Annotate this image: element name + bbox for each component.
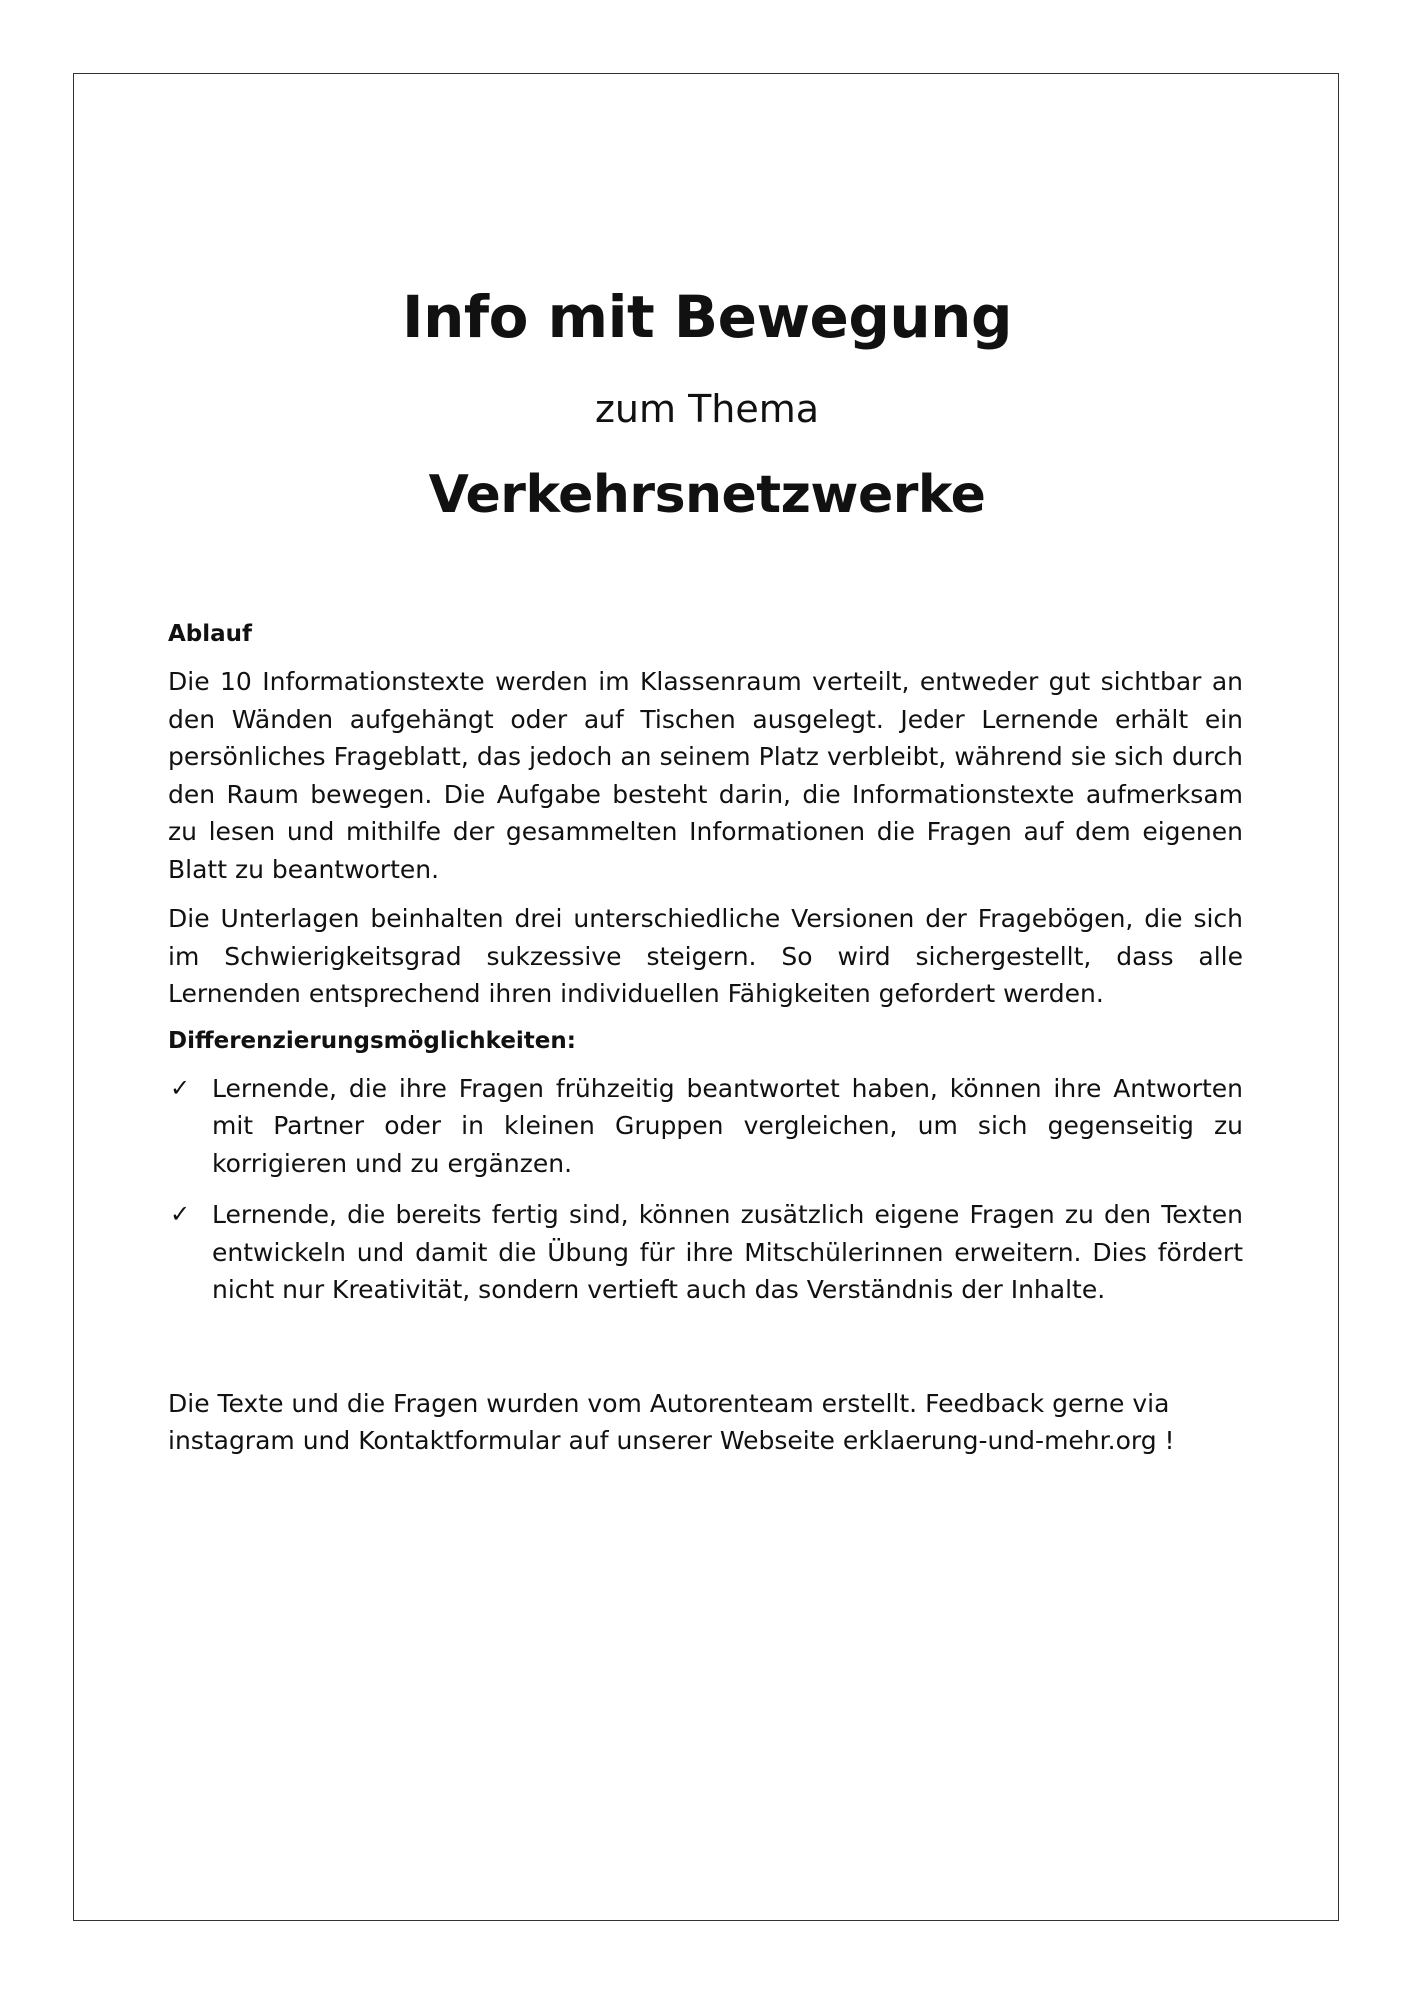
- document-title: Info mit Bewegung: [402, 283, 1012, 351]
- list-item-text: Lernende, die bereits fertig sind, können zusätzlich eigene Fragen zu den Texten entwickeln und damit die Übung für ihre Mitschülerinnen erweitern. Dies fördert nicht nur Kreativität, sondern vertieft auch das Verständnis der Inhalte.: [212, 1200, 1243, 1304]
- content-body: [168, 618, 1243, 1460]
- ablauf-paragraph-2: Die Unterlagen beinhalten drei unterschiedliche Versionen der Fragebögen, die sich im Schwierigkeitsgrad sukzessive steigern. So wird sichergestellt, dass alle Lernenden entsprechend ihren individuellen Fähigkeiten gefordert werden.: [168, 904, 1243, 1008]
- checkmark-icon: ✓: [170, 1200, 191, 1228]
- differenzierung-list: [168, 1070, 1243, 1309]
- list-item: [168, 1070, 1243, 1183]
- section-heading-ablauf: Ablauf: [168, 621, 253, 647]
- document-topic: Verkehrsnetzwerke: [428, 465, 986, 525]
- section-heading-differenzierung: Differenzierungsmöglichkeiten:: [168, 1027, 576, 1054]
- footer-line-2: instagram und Kontaktformular auf unserer Webseite erklaerung-und-mehr.org !: [168, 1426, 1175, 1455]
- footer-note: [168, 1385, 1243, 1460]
- footer-line-1: Die Texte und die Fragen wurden vom Autorenteam erstellt. Feedback gerne via: [168, 1388, 1170, 1418]
- list-item: [168, 1196, 1243, 1309]
- list-item-text: Lernende, die ihre Fragen frühzeitig beantwortet haben, können ihre Antworten mit Partner oder in kleinen Gruppen vergleichen, um sich gegenseitig zu korrigieren und zu ergänzen.: [212, 1073, 1243, 1178]
- ablauf-paragraph-1: Die 10 Informationstexte werden im Klassenraum verteilt, entweder gut sichtbar an den Wänden aufgehängt oder auf Tischen ausgelegt. Jeder Lernende erhält ein persönliches Frageblatt, das jedoch an seinem Platz verbleibt, während sie sich durch den Raum bewegen. Die Aufgabe besteht darin, die Informationstexte aufmerksam zu lesen und mithilfe der gesammelten Informationen die Fragen auf dem eigenen Blatt zu beantworten.: [168, 667, 1243, 884]
- document-subtitle: zum Thema: [594, 387, 820, 431]
- checkmark-icon: ✓: [170, 1073, 191, 1102]
